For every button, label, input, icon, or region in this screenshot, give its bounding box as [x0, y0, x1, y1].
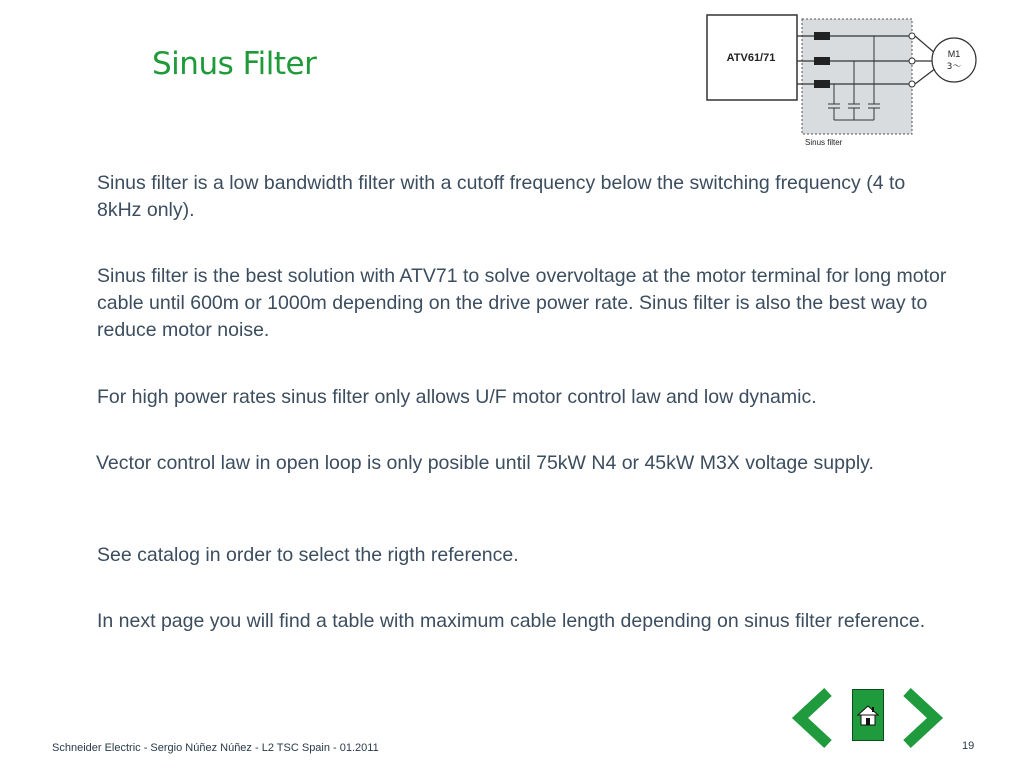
previous-slide-button[interactable] — [788, 686, 838, 750]
chevron-right-icon — [897, 686, 947, 750]
home-icon — [856, 704, 880, 728]
drive-label: ATV61/71 — [726, 52, 776, 64]
motor-symbol — [932, 38, 976, 82]
home-button[interactable] — [852, 689, 884, 741]
paragraph-6: In next page you will find a table with maximum cable length depending on sinus filter reference. — [97, 610, 926, 632]
paragraph-1: Sinus filter is a low bandwidth filter with a cutoff frequency below the switching frequency (4 to 8kHz only). — [97, 172, 906, 221]
motor-label: M1 — [947, 49, 961, 59]
motor-phase-label: 3～ — [946, 62, 962, 72]
paragraph-3: For high power rates sinus filter only allows U/F motor control law and low dynamic. — [97, 386, 817, 408]
next-slide-button[interactable] — [897, 686, 947, 750]
paragraph-4: Vector control law in open loop is only posible until 75kW N4 or 45kW M3X voltage supply. — [96, 452, 874, 474]
filter-caption: Sinus filter — [805, 138, 843, 147]
paragraph-5: See catalog in order to select the rigth reference. — [97, 544, 519, 566]
chevron-left-icon — [788, 686, 838, 750]
page-number: 19 — [962, 740, 975, 752]
sinus-filter-diagram — [704, 12, 984, 152]
paragraph-2: Sinus filter is the best solution with ATV71 to solve overvoltage at the motor terminal for long motor cable until 600m or 1000m depending on the drive power rate. Sinus filter is also the best way to reduce motor noise. — [97, 265, 947, 341]
footer-text: Schneider Electric - Sergio Núñez Núñez - L2 TSC Spain - 01.2011 — [52, 742, 379, 754]
slide-title: Sinus Filter — [152, 46, 317, 82]
